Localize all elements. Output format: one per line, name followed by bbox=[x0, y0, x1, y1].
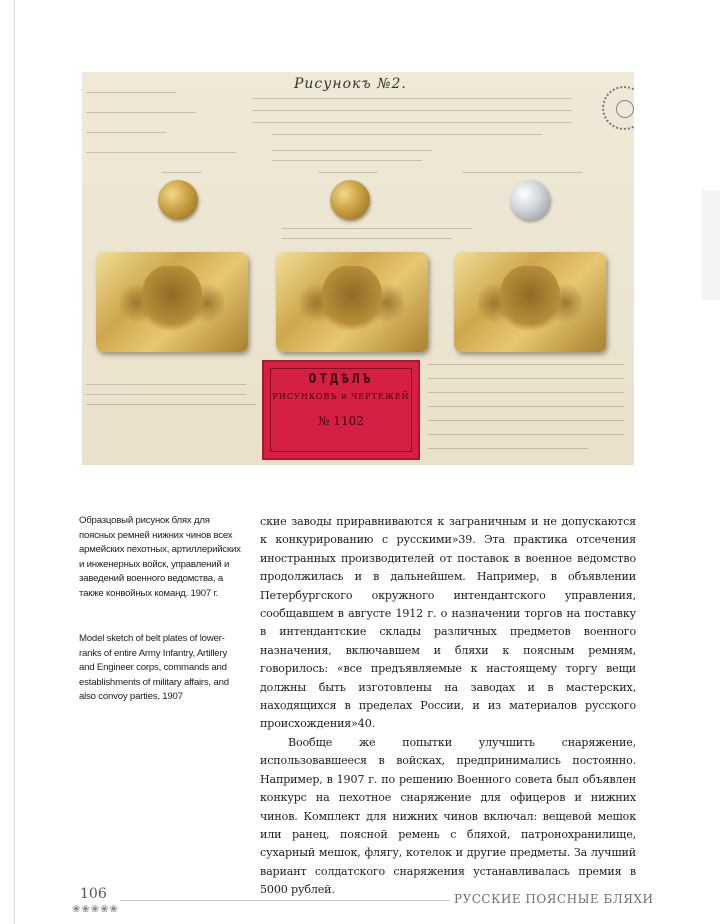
handwriting-line bbox=[318, 172, 378, 173]
caption-ru-text: Образцовый рисунок блях для поясных ремней нижних чинов всех армейских пехотных, артиллерийских и инженерных войск, управлений и заведений военного ведомства, а также конвойных команд. 1907 г. bbox=[79, 515, 241, 599]
handwriting-line bbox=[428, 420, 624, 421]
belt-buckle bbox=[454, 252, 606, 352]
handwriting-line bbox=[282, 228, 472, 229]
paragraph-1: ские заводы приравниваются к заграничным и не допускаются к конкурированию с русскими»39. Эта практика отсечения иностранных производителей от поставок в военное ведомство продолжилась и в дальнейшем. Например, в объявлении Петербургского окружного интендантского управления, сообщавшем в августе 1912 г. о назначении торгов на поставку в интендантские склады различных предметов военного назначения, включавшем и бляхи к поясным ремням, говорилось: «все предъявляемые к настоящему торгу вещи должны быть изготовлены на заводах и в мастерских, находящихся в пределах России, и из материалов русского происхождения»40. bbox=[260, 515, 636, 731]
archive-seal bbox=[602, 86, 634, 130]
stamp-line-3: № 1102 bbox=[318, 414, 364, 428]
archive-stamp bbox=[262, 360, 420, 460]
paragraph-2: Вообще же попытки улучшить снаряжение, использовавшееся в войсках, предпринимались постоянно. Например, в 1907 г. по решению Военного совета был объявлен конкурс на пехотное снаряжение для офицеров и нижних чинов. Комплект для нижних чинов включал: вещевой мешок или ранец, поясной ремень с бляхой, патронохранилище, сухарный мешок, флягу, котелок и другие предметы. За лучший вариант солдатского снаряжения устанавливалась премия в 5000 рублей. bbox=[260, 735, 636, 897]
handwriting-line bbox=[282, 238, 452, 239]
handwriting-line bbox=[272, 134, 542, 135]
handwriting-line bbox=[462, 172, 582, 173]
handwriting-line bbox=[428, 364, 624, 365]
footer-ornament: ❀❀❀❀❀ bbox=[72, 904, 119, 915]
handwriting-line bbox=[86, 132, 166, 133]
stamp-line-1: ОТДѢЛЪ bbox=[308, 372, 374, 387]
adjacent-page-shadow bbox=[702, 190, 720, 300]
handwriting-line bbox=[252, 98, 572, 99]
handwriting-line bbox=[86, 112, 196, 113]
handwriting-line bbox=[272, 150, 432, 151]
handwriting-line bbox=[428, 434, 624, 435]
main-text-column bbox=[260, 513, 636, 900]
page-number: 106 bbox=[80, 886, 107, 902]
footer-rule bbox=[120, 900, 450, 901]
belt-buckle bbox=[96, 252, 248, 352]
handwriting-line bbox=[86, 404, 256, 405]
belt-buckle bbox=[276, 252, 428, 352]
silver-button bbox=[510, 180, 550, 220]
handwriting-line bbox=[252, 122, 572, 123]
double-headed-eagle-emblem bbox=[322, 266, 382, 338]
figure-title: Рисунокъ №2. bbox=[294, 76, 407, 92]
handwriting-line bbox=[252, 110, 572, 111]
handwriting-line bbox=[162, 172, 202, 173]
double-headed-eagle-emblem bbox=[500, 266, 560, 338]
figure-belt-plates bbox=[82, 72, 634, 465]
caption-en-text: Model sketch of belt plates of lower-ranks of entire Army Infantry, Artillery and Engineer corps, commands and establishments of military affairs, and also convoy parties, 1907 bbox=[79, 633, 229, 702]
handwriting-line bbox=[86, 384, 246, 385]
figure-caption-english bbox=[79, 632, 244, 705]
gold-button bbox=[158, 180, 198, 220]
handwriting-line bbox=[428, 392, 624, 393]
handwriting-line bbox=[428, 448, 588, 449]
handwriting-line bbox=[86, 152, 236, 153]
handwriting-line bbox=[86, 394, 246, 395]
double-headed-eagle-emblem bbox=[142, 266, 202, 338]
running-head: РУССКИЕ ПОЯСНЫЕ БЛЯХИ bbox=[454, 892, 654, 906]
page-edge-line bbox=[14, 0, 15, 924]
handwriting-line bbox=[428, 378, 624, 379]
handwriting-line bbox=[272, 160, 422, 161]
stamp-line-2: РИСУНКОВЪ и ЧЕРТЕЖЕЙ bbox=[272, 392, 410, 401]
handwriting-line bbox=[428, 406, 624, 407]
handwriting-line bbox=[86, 92, 176, 93]
figure-caption-russian bbox=[79, 514, 244, 601]
gold-button bbox=[330, 180, 370, 220]
